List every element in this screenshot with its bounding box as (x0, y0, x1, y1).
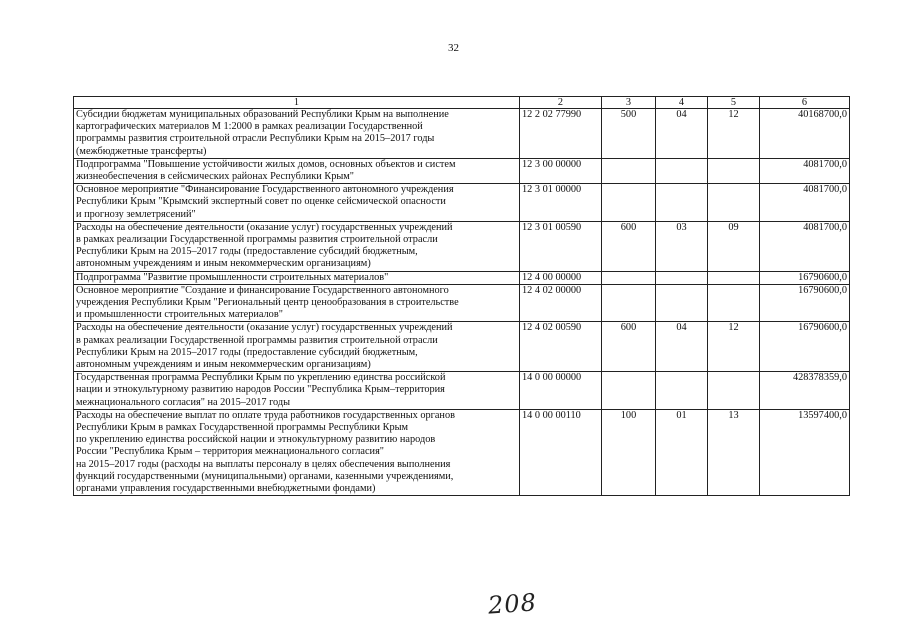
row-amount: 40168700,0 (760, 109, 850, 159)
row-code: 12 4 00 00000 (520, 271, 602, 284)
row-col4: 04 (656, 109, 708, 159)
handwritten-page-note: 208 (487, 588, 538, 620)
header-cell-3: 3 (602, 97, 656, 109)
row-amount: 428378359,0 (760, 372, 850, 410)
row-col3: 600 (602, 221, 656, 271)
row-amount: 4081700,0 (760, 158, 850, 183)
row-col3 (602, 184, 656, 222)
table-row (74, 221, 850, 271)
page-number: 32 (448, 42, 459, 54)
row-col5 (708, 184, 760, 222)
row-description: Подпрограмма "Развитие промышленности строительных материалов" (74, 271, 520, 284)
row-col5 (708, 158, 760, 183)
row-description: Подпрограмма "Повышение устойчивости жилых домов, основных объектов и систем жизнеобеспечения в сейсмических районах Республики Крым" (74, 158, 520, 183)
table-row (74, 184, 850, 222)
row-col3: 600 (602, 322, 656, 372)
row-amount: 4081700,0 (760, 221, 850, 271)
table-row (74, 158, 850, 183)
row-amount: 13597400,0 (760, 409, 850, 495)
row-code: 12 4 02 00000 (520, 284, 602, 322)
row-amount: 16790600,0 (760, 284, 850, 322)
row-col4 (656, 284, 708, 322)
row-col4 (656, 184, 708, 222)
row-col4: 04 (656, 322, 708, 372)
row-amount: 16790600,0 (760, 271, 850, 284)
row-col5: 09 (708, 221, 760, 271)
table-row (74, 271, 850, 284)
row-code: 12 2 02 77990 (520, 109, 602, 159)
header-cell-5: 5 (708, 97, 760, 109)
budget-table (73, 96, 850, 496)
row-col3: 100 (602, 409, 656, 495)
row-col5 (708, 372, 760, 410)
header-cell-2: 2 (520, 97, 602, 109)
row-description: Субсидии бюджетам муниципальных образований Республики Крым на выполнение картографических материалов М 1:2000 в рамках реализации Государственной программы развития строительной отрасли Республики Крым на 2015–2017 годы (межбюджетные трансферты) (74, 109, 520, 159)
row-code: 14 0 00 00110 (520, 409, 602, 495)
row-code: 12 3 00 00000 (520, 158, 602, 183)
row-col5: 13 (708, 409, 760, 495)
row-col3 (602, 372, 656, 410)
row-col4: 01 (656, 409, 708, 495)
row-col5: 12 (708, 322, 760, 372)
row-col3: 500 (602, 109, 656, 159)
table-row (74, 409, 850, 495)
row-code: 14 0 00 00000 (520, 372, 602, 410)
row-description: Расходы на обеспечение выплат по оплате труда работников государственных органов Республики Крым в рамках Государственной программы Республики Крым по укреплению единства российской нации и этнокультурному развитию народов России "Республика Крым – территория межнационального согласия" на 2015–2017 годы (расходы на выплаты персоналу в целях обеспечения выполнения функций государственными (муниципальными) органами, казенными учреждениями, органами управления государственными внебюджетными фондами) (74, 409, 520, 495)
row-col5 (708, 271, 760, 284)
table-row (74, 372, 850, 410)
row-description: Государственная программа Республики Крым по укреплению единства российской нации и этнокультурному развитию народов России "Республика Крым–территория межнационального согласия" на 2015–2017 годы (74, 372, 520, 410)
row-col4 (656, 271, 708, 284)
row-col4 (656, 372, 708, 410)
row-description: Расходы на обеспечение деятельности (оказание услуг) государственных учреждений в рамках реализации Государственной программы развития строительной отрасли Республики Крым на 2015–2017 годы (предоставление субсидий бюджетным, автономным учреждениям и иным некоммерческим организациям) (74, 221, 520, 271)
row-code: 12 3 01 00590 (520, 221, 602, 271)
row-amount: 16790600,0 (760, 322, 850, 372)
header-cell-4: 4 (656, 97, 708, 109)
row-description: Расходы на обеспечение деятельности (оказание услуг) государственных учреждений в рамках реализации Государственной программы развития строительной отрасли Республики Крым на 2015–2017 годы (предоставление субсидий бюджетным, автономным учреждениям и иным некоммерческим организациям) (74, 322, 520, 372)
row-code: 12 3 01 00000 (520, 184, 602, 222)
row-col5 (708, 284, 760, 322)
table-row (74, 109, 850, 159)
row-description: Основное мероприятие "Создание и финансирование Государственного автономного учреждения Республики Крым "Региональный центр ценообразования в строительстве и промышленности строительных материалов" (74, 284, 520, 322)
row-description: Основное мероприятие "Финансирование Государственного автономного учреждения Республики Крым "Крымский экспертный совет по оценке сейсмической опасности и прогнозу землетрясений" (74, 184, 520, 222)
header-cell-1: 1 (74, 97, 520, 109)
row-col3 (602, 284, 656, 322)
table-row (74, 284, 850, 322)
header-cell-6: 6 (760, 97, 850, 109)
row-amount: 4081700,0 (760, 184, 850, 222)
table-row (74, 322, 850, 372)
row-col3 (602, 158, 656, 183)
header-row (74, 97, 850, 109)
row-col3 (602, 271, 656, 284)
row-col4 (656, 158, 708, 183)
row-col5: 12 (708, 109, 760, 159)
row-col4: 03 (656, 221, 708, 271)
row-code: 12 4 02 00590 (520, 322, 602, 372)
